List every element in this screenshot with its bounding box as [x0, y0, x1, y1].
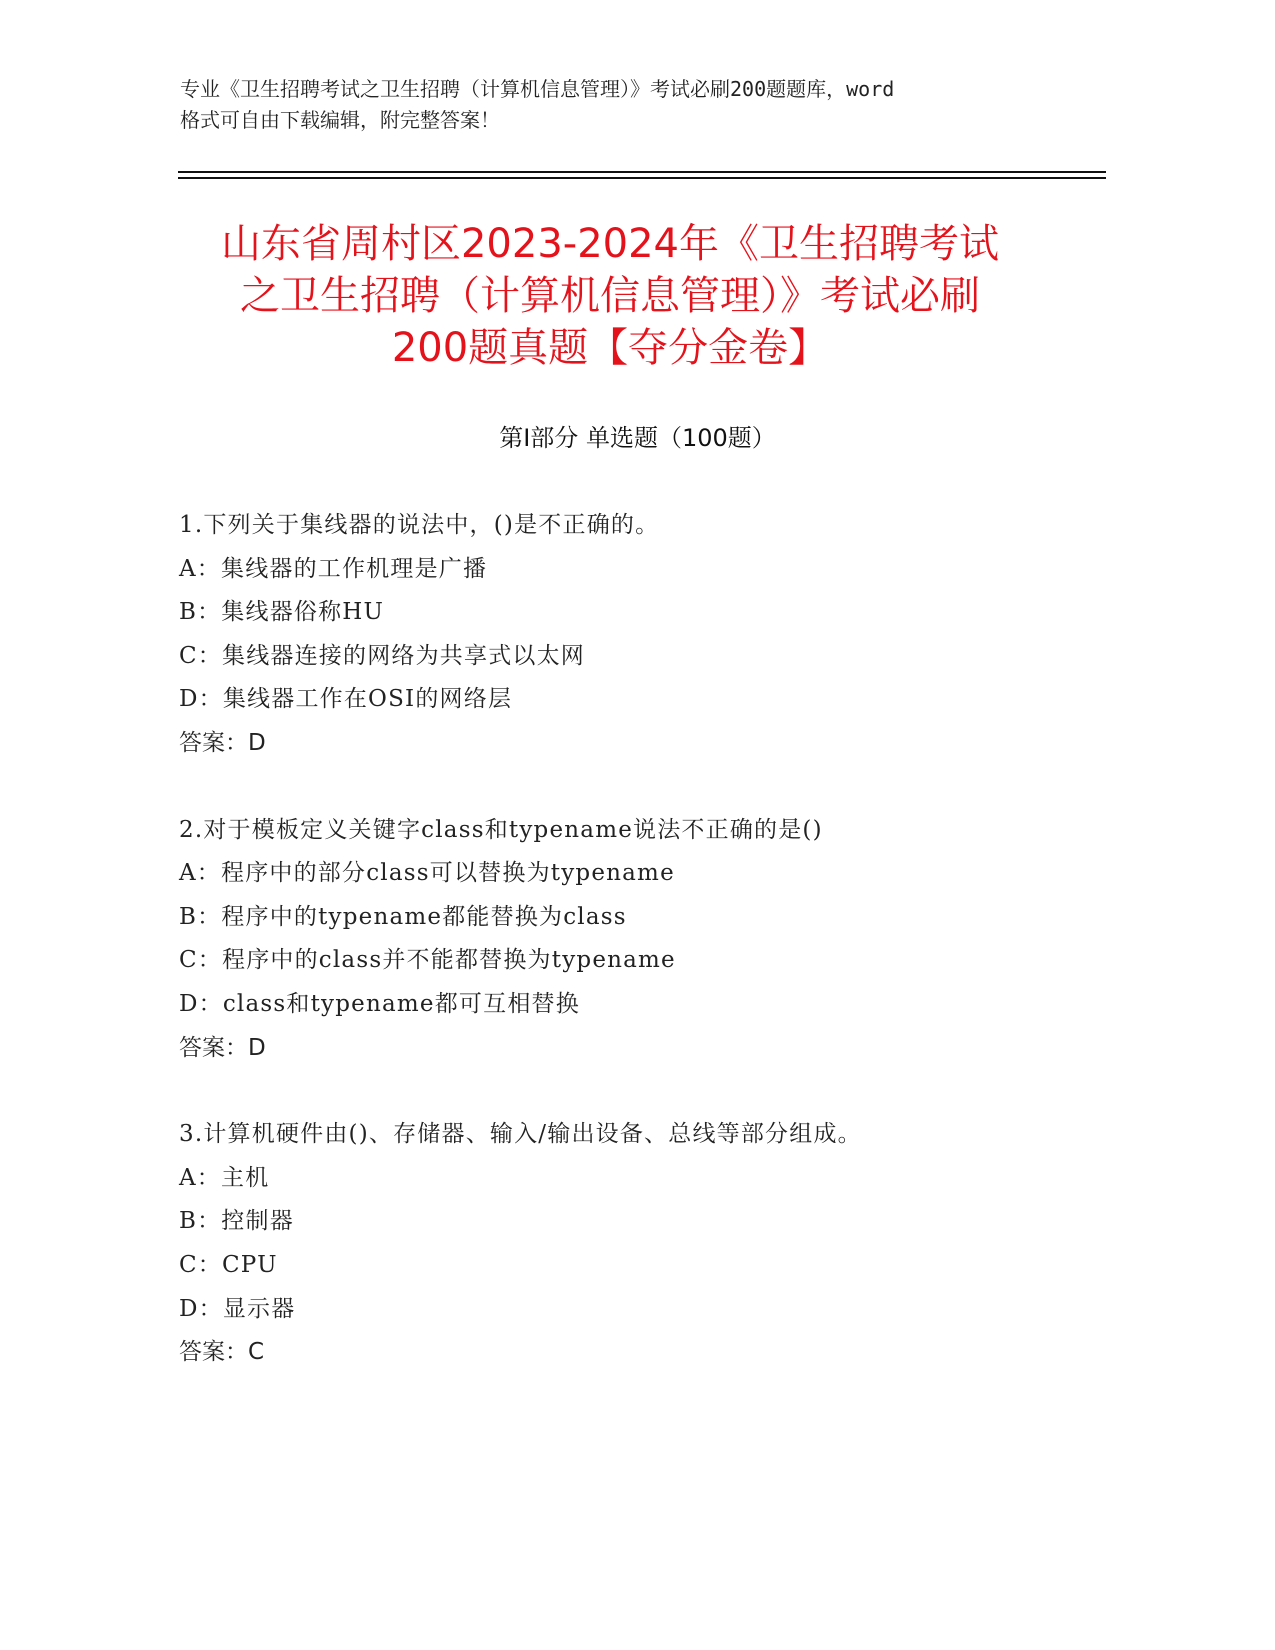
option-a: A：集线器的工作机理是广播 — [179, 555, 488, 582]
header-line-2: 格式可自由下载编辑，附完整答案！ — [180, 108, 500, 132]
option-a: A：主机 — [179, 1164, 270, 1191]
title-line-3: 200题真题【夺分金卷】 — [391, 325, 829, 371]
question-list — [179, 504, 1139, 1418]
header-line-1: 专业《卫生招聘考试之卫生招聘（计算机信息管理）》考试必刷200题题库，word — [180, 77, 895, 101]
option-c: C：程序中的class并不能都替换为typename — [179, 947, 676, 974]
question-stem: 3.计算机硬件由()、存储器、输入/输出设备、总线等部分组成。 — [179, 1121, 862, 1148]
answer-text: 答案：D — [179, 729, 266, 756]
option-c: C：集线器连接的网络为共享式以太网 — [179, 642, 585, 669]
document-title — [170, 218, 1050, 374]
question-stem: 2.对于模板定义关键字class和typename说法不正确的是() — [179, 816, 823, 843]
answer-text: 答案：D — [179, 1034, 266, 1061]
section-title: 第Ⅰ部分 单选题（100题） — [499, 424, 776, 452]
option-d: D：显示器 — [179, 1295, 296, 1322]
question-item — [179, 1113, 1139, 1375]
document-header — [180, 74, 1090, 136]
header-divider-top — [178, 171, 1106, 173]
option-b: B：程序中的typename都能替换为class — [179, 903, 627, 930]
option-c: C：CPU — [179, 1251, 278, 1278]
header-divider-bottom — [178, 177, 1106, 179]
question-item — [179, 809, 1139, 1071]
question-item — [179, 504, 1139, 766]
option-d: D：集线器工作在OSI的网络层 — [179, 686, 513, 713]
option-d: D：class和typename都可互相替换 — [179, 990, 580, 1017]
option-a: A：程序中的部分class可以替换为typename — [179, 860, 675, 887]
option-b: B：控制器 — [179, 1208, 294, 1235]
answer-text: 答案：C — [179, 1339, 265, 1366]
question-stem: 1.下列关于集线器的说法中，()是不正确的。 — [179, 512, 660, 538]
option-b: B：集线器俗称HU — [179, 599, 385, 626]
title-line-1: 山东省周村区2023-2024年《卫生招聘考试 — [220, 221, 1000, 267]
title-line-2: 之卫生招聘（计算机信息管理）》考试必刷 — [240, 273, 980, 319]
